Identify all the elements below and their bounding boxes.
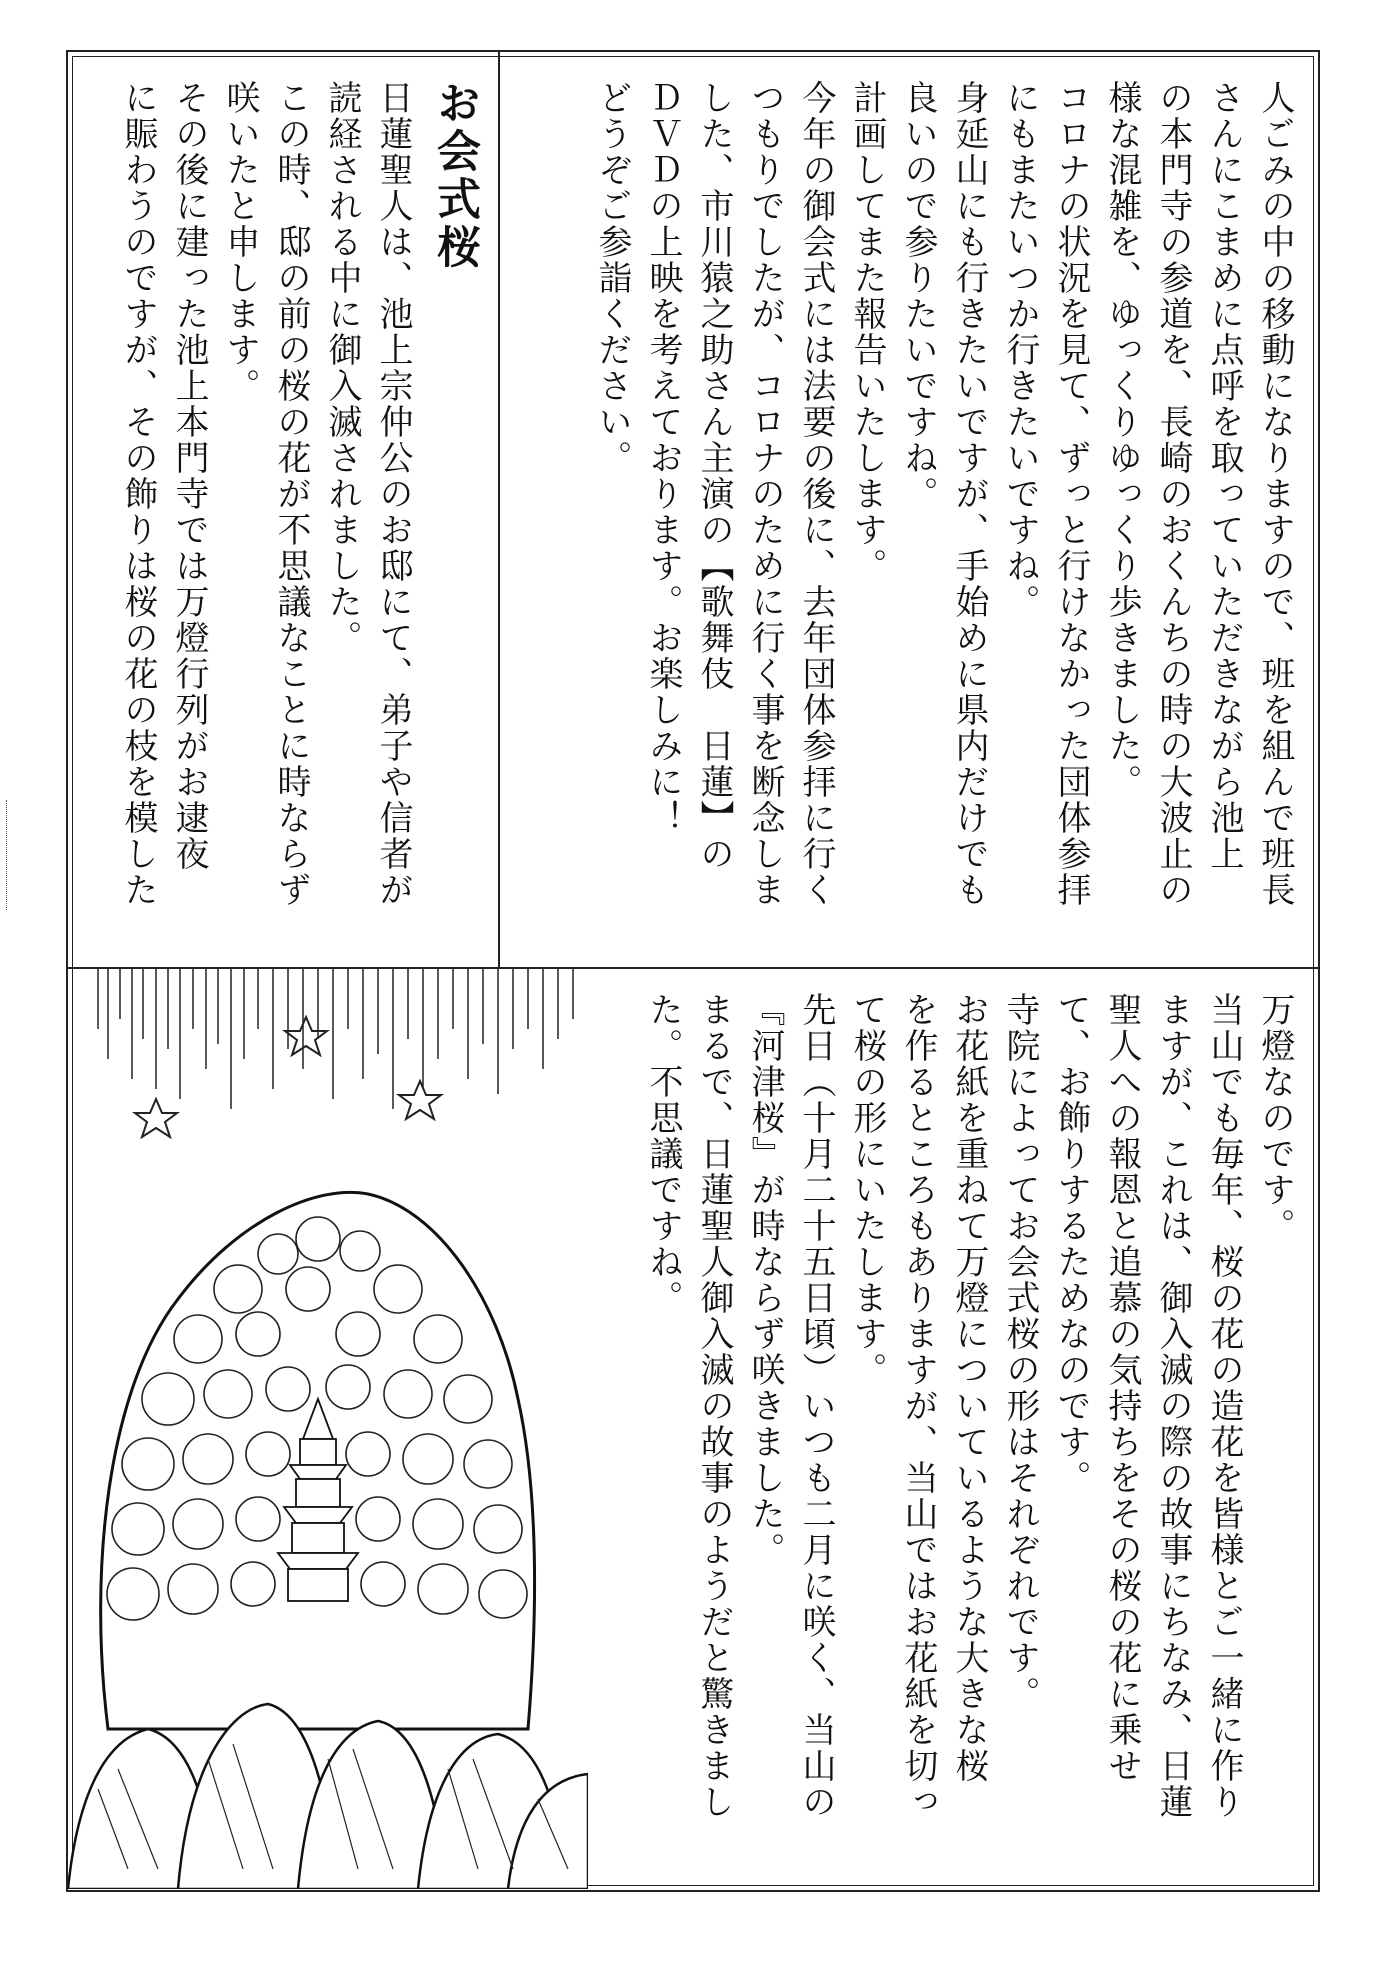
article-oeshiki-sakura [84, 80, 484, 940]
text-line: 読経される中に御入滅されました。 [322, 80, 362, 656]
text-line: 計画してまた報告いたします。 [847, 80, 887, 584]
text-line: 今年の御会式には法要の後に、去年団体参拝に行く [796, 80, 836, 908]
text-line: 日蓮聖人は、池上宗仲公のお邸にて、弟子や信者が [373, 80, 413, 908]
text-line: 身延山にも行きたいですが、手始めに県内だけでも [949, 80, 989, 908]
column-divider-vertical [498, 52, 500, 967]
text-line: 良いので参りたいですね。 [898, 80, 938, 512]
text-line: た。不思議ですね。 [643, 992, 683, 1316]
text-line: 人ごみの中の移動になりますので、班を組んで班長 [1255, 80, 1295, 908]
scan-edge-marks [6, 800, 11, 910]
text-line: ＤＶＤの上映を考えております。お楽しみに！ [643, 80, 683, 836]
text-line: 様な混雑を、ゆっくりゆっくり歩きました。 [1102, 80, 1142, 800]
text-line: どうぞご参詣ください。 [592, 80, 632, 476]
text-line: 寺院によってお会式桜の形はそれぞれです。 [1000, 992, 1040, 1712]
text-line: にもまたいつか行きたいですね。 [1000, 80, 1040, 620]
sakura-mando-illustration [68, 969, 588, 1889]
text-line: に賑わうのですが、その飾りは桜の花の枝を模した [118, 80, 158, 908]
text-line: ますが、これは、御入滅の際の故事にちなみ、日蓮 [1153, 992, 1193, 1820]
text-line: まるで、日蓮聖人御入滅の故事のようだと驚きまし [694, 992, 734, 1820]
article-sakura-continued [620, 992, 1300, 1872]
text-line: 万燈なのです。 [1255, 992, 1295, 1244]
text-line: さんにこまめに点呼を取っていただきながら池上 [1204, 80, 1244, 872]
article-title: お会式桜 [429, 80, 480, 272]
text-line: つもりでしたが、コロナのために行く事を断念しま [745, 80, 785, 908]
hanging-streamers [98, 969, 573, 1109]
text-line: 咲いたと申します。 [220, 80, 260, 404]
text-line: この時、邸の前の桜の花が不思議なことに時ならず [271, 80, 311, 908]
newsletter-page [66, 50, 1320, 1892]
text-line: の本門寺の参道を、長崎のおくんちの時の大波止の [1153, 80, 1193, 908]
article-group-visit [510, 80, 1300, 940]
text-line: 『河津桜』が時ならず咲きました。 [745, 992, 785, 1568]
text-line: 先日（十月二十五日頃）いつも二月に咲く、当山の [796, 992, 836, 1820]
text-line: を作るところもありますが、当山ではお花紙を切っ [898, 992, 938, 1820]
text-line: した、市川猿之助さん主演の【歌舞伎 日蓮】の [694, 80, 734, 872]
text-line: 当山でも毎年、桜の花の造花を皆様とご一緒に作り [1204, 992, 1244, 1820]
text-line: コロナの状況を見て、ずっと行けなかった団体参拝 [1051, 80, 1091, 908]
text-line: その後に建った池上本門寺では万燈行列がお逮夜 [169, 80, 209, 872]
text-line: 聖人への報恩と追慕の気持ちをその桜の花に乗せ [1102, 992, 1142, 1784]
text-line: お花紙を重ねて万燈についているような大きな桜 [949, 992, 989, 1784]
text-line: て桜の形にいたします。 [847, 992, 887, 1388]
text-line: て、お飾りするためなのです。 [1051, 992, 1091, 1496]
